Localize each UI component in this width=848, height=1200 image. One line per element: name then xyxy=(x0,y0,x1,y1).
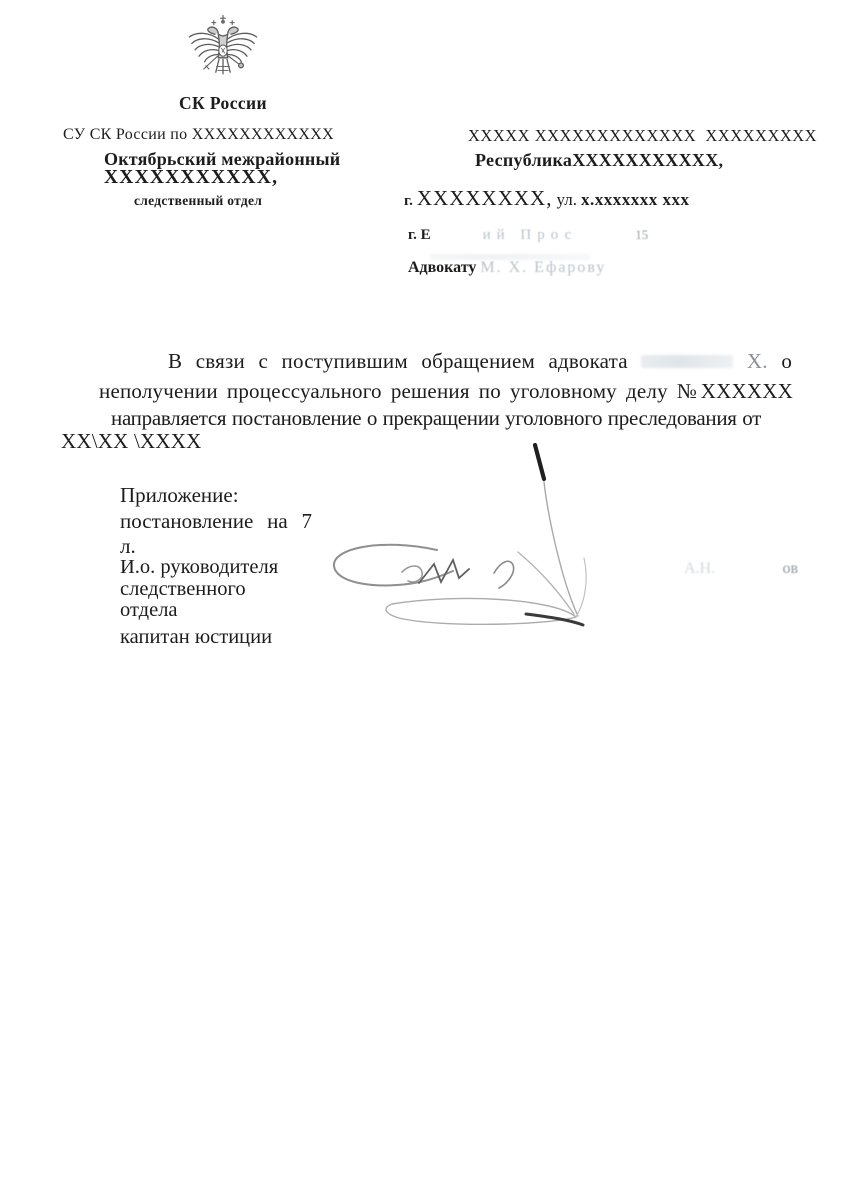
letterhead-district-line: Октябрьский межрайонный xyxy=(104,149,341,169)
address-faint-number: 15 xyxy=(635,227,649,242)
attachment-line2: л. xyxy=(120,534,136,558)
addressee-advocate-line xyxy=(408,259,606,277)
body-line1-text: В связи с поступившим обращением адвоката xyxy=(168,349,628,373)
signer-surname-ending-faint: ов xyxy=(782,560,798,577)
signer-rank-line: капитан юстиции xyxy=(120,626,273,648)
letterhead-division-line: СУ СК России по ХХХХХХХХХХХХ xyxy=(63,126,334,143)
body-line1-end: о xyxy=(781,349,793,373)
advocate-label: Адвокату xyxy=(408,259,477,276)
body-paragraph-line3: направляется постановление о прекращении уголовного преследования от xyxy=(111,406,761,430)
city-name-redacted: ХХХХХХХХ, xyxy=(416,186,553,210)
russian-coat-of-arms-icon xyxy=(183,12,263,94)
signer-title-line2: следственного xyxy=(120,578,246,600)
addressee-republic-line: РеспубликаХХХХХХХХХХХ, xyxy=(475,150,724,170)
advocate-name-faint: М. Х. Ефарову xyxy=(480,259,607,276)
attachment-line1: постановление на 7 xyxy=(120,509,312,533)
signer-title-line1: И.о. руководителя xyxy=(120,556,279,578)
redaction-smudge xyxy=(641,355,733,368)
addressee-erased-address xyxy=(408,227,648,244)
letterhead-department-line: следственный отдел xyxy=(134,193,263,208)
addressee-city-line xyxy=(404,186,689,211)
address-faint-remnant: ий Прос xyxy=(482,227,578,243)
signer-title-line3: отдела xyxy=(120,599,178,621)
addressee-redacted-line: ХХХХХ ХХХХХХХХХХХХХ ХХХХХХХХХ xyxy=(468,126,818,145)
body-paragraph-line4-date: ХХ\ХХ \ХХХХ xyxy=(61,429,202,453)
city-prefix: г. xyxy=(404,193,413,209)
signer-initials-faint: А.Н. xyxy=(684,560,716,577)
handwritten-signature xyxy=(322,432,607,632)
street-label: ул. xyxy=(556,190,577,209)
body-paragraph-line2: неполучении процессуального решения по уголовному делу №ХХХХХХ xyxy=(99,379,793,403)
address-prefix: г. Е xyxy=(408,227,431,243)
body-line1-initial: Х. xyxy=(746,349,768,373)
signer-name-faint xyxy=(684,560,798,578)
attachment-title: Приложение: xyxy=(120,483,239,507)
street-redacted: х.ххххххх ххх xyxy=(580,190,690,209)
org-title: СК России xyxy=(178,93,267,113)
letterhead-redacted-line: ХХХХХХХХХХХ, xyxy=(104,167,279,188)
body-paragraph-line1 xyxy=(168,349,792,374)
